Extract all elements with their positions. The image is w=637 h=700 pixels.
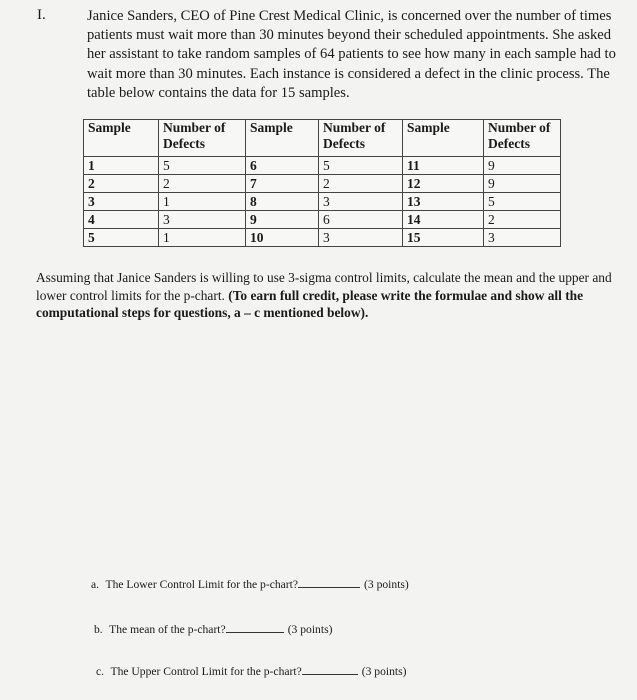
subquestion-c-text: The Upper Control Limit for the p-chart? (110, 665, 302, 678)
subquestion-b-label: b. (94, 623, 103, 636)
header-sample-1: Sample (84, 120, 159, 157)
subquestion-b-text: The mean of the p-chart? (109, 623, 226, 636)
table-cell: 1 (84, 157, 159, 175)
table-cell: 10 (246, 229, 319, 247)
subquestion-a-text: The Lower Control Limit for the p-chart? (105, 578, 299, 591)
subquestion-a-label: a. (91, 578, 100, 591)
answer-blank-a[interactable] (298, 577, 360, 588)
subquestion-b (94, 622, 332, 636)
question-intro: Janice Sanders, CEO of Pine Crest Medical Clinic, is concerned over the number of times patients must wait more than 30 minutes beyond their scheduled appointments. She asked her assistant to take random samples of 64 patients to see how many in each sample had to wait more than 30 minutes. Each instance is considered a defect in the clinic process. The table below contains the data for 15 samples. (87, 8, 616, 101)
subquestion-a (91, 577, 409, 591)
answer-blank-c[interactable] (302, 664, 358, 675)
table-cell: 2 (319, 175, 403, 193)
table-row (84, 211, 561, 229)
question-number: I. (37, 7, 46, 23)
subquestion-c-label: c. (96, 665, 105, 678)
table-cell: 4 (84, 211, 159, 229)
table-cell: 15 (403, 229, 484, 247)
table-cell: 9 (484, 175, 561, 193)
instructions-text: Assuming that Janice Sanders is willing to use 3-sigma control limits, calculate the mean and the upper and lower control limits for the p-chart. (36, 270, 612, 303)
subquestion-c-points: (3 points) (361, 665, 407, 678)
table-cell: 6 (246, 157, 319, 175)
table-cell: 5 (84, 229, 159, 247)
header-sample-2: Sample (246, 120, 319, 157)
table-cell: 7 (246, 175, 319, 193)
table-cell: 1 (159, 193, 246, 211)
instructions-bold-note: (To earn full credit, please write the formulae and show all the computational steps for questions, a – c mentioned below). (36, 287, 584, 320)
answer-blank-b[interactable] (226, 622, 284, 633)
table-cell: 3 (319, 193, 403, 211)
table-cell: 5 (159, 157, 246, 175)
header-sample-3: Sample (403, 120, 484, 157)
table-cell: 3 (484, 229, 561, 247)
table-cell: 2 (84, 175, 159, 193)
table-row (84, 175, 561, 193)
defects-table (83, 119, 561, 247)
table-row (84, 193, 561, 211)
header-defects-3: Number of Defects (484, 120, 561, 157)
header-defects-2: Number of Defects (319, 120, 403, 157)
table-cell: 2 (484, 211, 561, 229)
table-cell: 3 (84, 193, 159, 211)
table-cell: 14 (403, 211, 484, 229)
table-cell: 8 (246, 193, 319, 211)
table-cell: 11 (403, 157, 484, 175)
table-cell: 2 (159, 175, 246, 193)
table-cell: 5 (484, 193, 561, 211)
table-header-row (84, 120, 561, 157)
subquestion-b-points: (3 points) (287, 623, 333, 636)
table-cell: 3 (159, 211, 246, 229)
table-cell: 9 (484, 157, 561, 175)
table-cell: 9 (246, 211, 319, 229)
table-row (84, 157, 561, 175)
table-cell: 13 (403, 193, 484, 211)
table-cell: 3 (319, 229, 403, 247)
instructions-paragraph (36, 269, 626, 322)
table-row (84, 229, 561, 247)
table-cell: 12 (403, 175, 484, 193)
table-cell: 1 (159, 229, 246, 247)
table-cell: 6 (319, 211, 403, 229)
subquestion-a-points: (3 points) (364, 578, 409, 591)
header-defects-1: Number of Defects (159, 120, 246, 157)
subquestion-c (96, 664, 407, 678)
table-cell: 5 (319, 157, 403, 175)
